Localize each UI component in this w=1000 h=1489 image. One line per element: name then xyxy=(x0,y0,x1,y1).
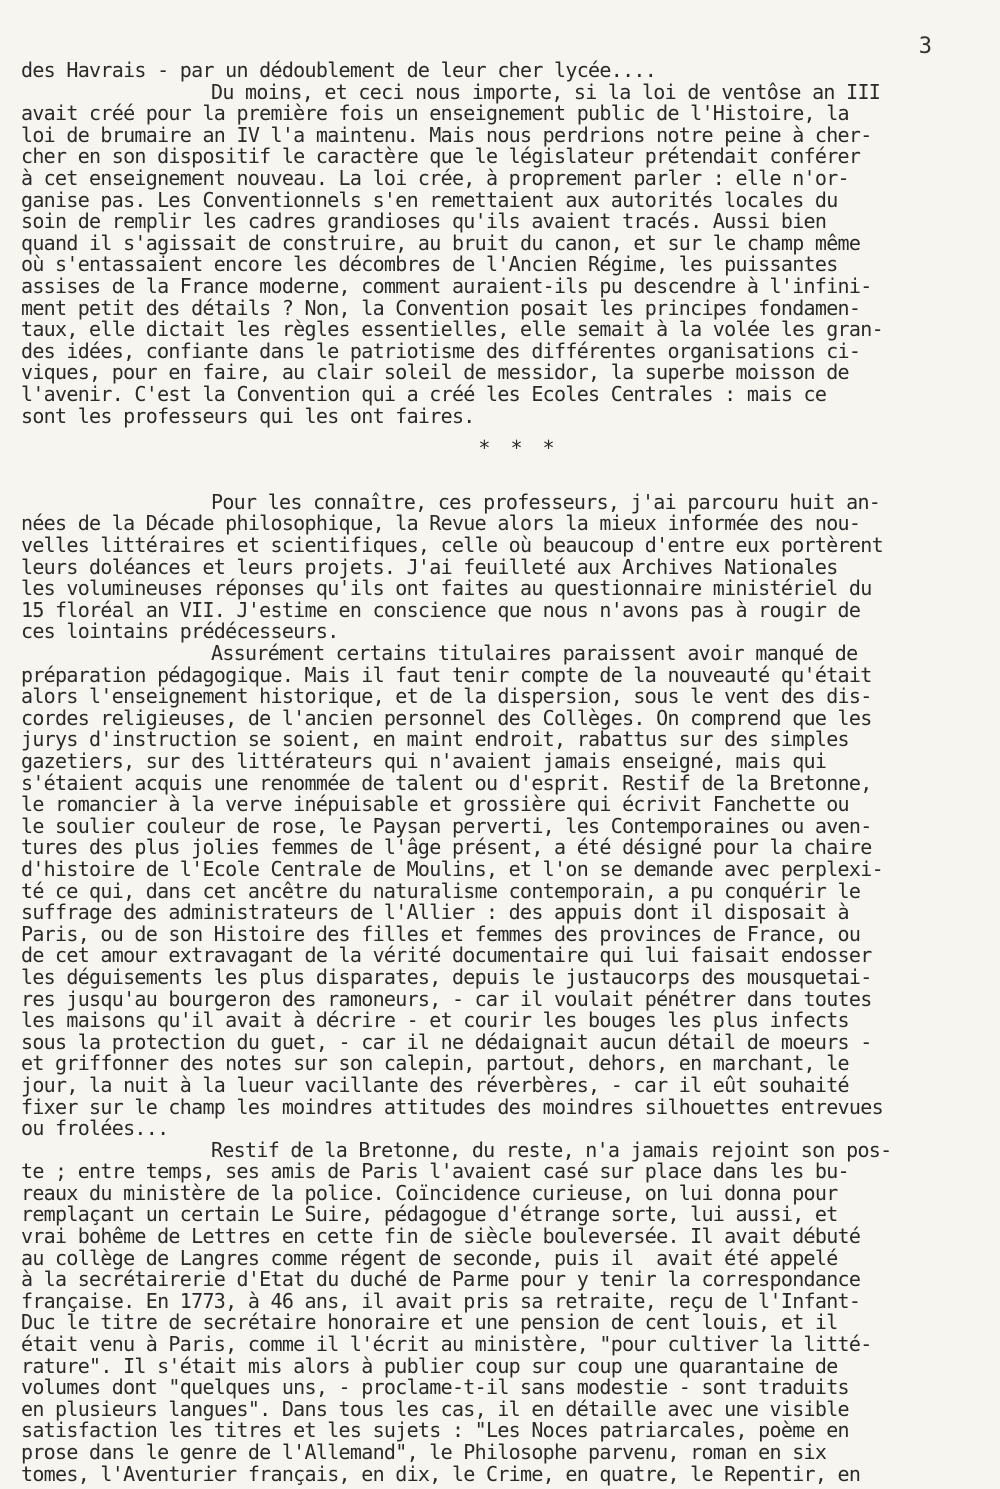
paragraph-block-1 xyxy=(21,60,986,427)
text-line: volumes dont "quelques uns, - proclame-t-il sans modestie - sont traduits xyxy=(21,1375,849,1400)
text-line: reaux du ministère de la police. Coïncidence curieuse, on lui donna pour xyxy=(21,1180,838,1205)
text-line: les déguisements les plus disparates, depuis le justaucorps des mousquetai- xyxy=(21,964,872,989)
text-line: Restif de la Bretonne, du reste, n'a jamais rejoint son pos- xyxy=(211,1137,892,1162)
text-line: soin de remplir les cadres grandioses qu'ils avaient tracés. Aussi bien xyxy=(21,209,827,234)
text-line: de cet amour extravagant de la vérité documentaire qui lui faisait endosser xyxy=(21,943,872,968)
text-line: Paris, ou de son Histoire des filles et femmes des provinces de France, ou xyxy=(21,921,861,946)
text-line: alors l'enseignement historique, et de la dispersion, sous le vent des dis- xyxy=(21,684,872,709)
text-line: tomes, l'Aventurier français, en dix, le Crime, en quatre, le Repentir, en xyxy=(21,1461,861,1486)
text-line: té ce qui, dans cet ancêtre du naturalisme contemporain, a pu conquérir le xyxy=(21,878,861,903)
text-line: sont les professeurs qui les ont faires. xyxy=(21,403,475,428)
text-line: le soulier couleur de rose, le Paysan perverti, les Contemporaines ou aven- xyxy=(21,813,872,838)
text-line: suffrage des administrateurs de l'Allier : des appuis dont il disposait à xyxy=(21,900,849,925)
text-line: à cet enseignement nouveau. La loi crée, à proprement parler : elle n'or- xyxy=(21,165,849,190)
text-line: les maisons qu'il avait à décrire - et courir les bouges les plus infects xyxy=(21,1008,849,1033)
text-line: loi de brumaire an IV l'a maintenu. Mais nous perdrions notre peine à cher- xyxy=(21,122,872,147)
text-line: ganise pas. Les Conventionnels s'en remettaient aux autorités locales du xyxy=(21,187,838,212)
text-line: d'histoire de l'Ecole Centrale de Moulins, et l'on se demande avec perplexi- xyxy=(21,856,883,881)
text-line: leurs doléances et leurs projets. J'ai feuilleté aux Archives Nationales xyxy=(21,554,838,579)
text-line: res jusqu'au bourgeron des ramoneurs, - car il voulait pénétrer dans toutes xyxy=(21,986,872,1011)
text-line: prose dans le genre de l'Allemand", le Philosophe parvenu, roman en six xyxy=(21,1440,827,1464)
text-line: gazetiers, sur des littérateurs qui n'avaient jamais enseigné, mais qui xyxy=(21,749,827,773)
text-line: tures des plus jolies femmes de l'âge présent, a été désigné pour la chaire xyxy=(21,835,872,860)
text-line: s'étaient acquis une renommée de talent ou d'esprit. Restif de la Bretonne, xyxy=(21,770,872,795)
text-line: Assurément certains titulaires paraissent avoir manqué de xyxy=(211,641,858,666)
text-line: le romancier à la verve inépuisable et grossière qui écrivit Fanchette ou xyxy=(21,792,849,817)
text-line: remplaçant un certain Le Suire, pédagogue d'étrange sorte, lui aussi, et xyxy=(21,1202,838,1227)
paragraph-block-2 xyxy=(21,470,986,1485)
text-line: ou frolées... xyxy=(21,1116,169,1141)
text-line: où s'entassaient encore les décombres de l'Ancien Régime, les puissantes xyxy=(21,252,838,277)
text-line: fixer sur le champ les moindres attitudes des moindres silhouettes entrevues xyxy=(21,1094,883,1119)
text-line: et griffonner des notes sur son calepin, partout, dehors, en marchant, le xyxy=(21,1051,849,1076)
section-separator: * * * xyxy=(478,436,559,461)
text-line: jour, la nuit à la lueur vacillante des réverbères, - car il eût souhaité xyxy=(21,1072,849,1097)
text-line: 15 floréal an VII. J'estime en conscience que nous n'avons pas à rougir de xyxy=(21,597,861,622)
text-line: taux, elle dictait les règles essentielles, elle semait à la volée les gran- xyxy=(21,317,883,342)
text-line: nées de la Décade philosophique, la Revue alors la mieux informée des nou- xyxy=(21,511,861,536)
text-line: préparation pédagogique. Mais il faut tenir compte de la nouveauté qu'était xyxy=(21,662,872,687)
text-line: des idées, confiante dans le patriotisme des différentes organisations ci- xyxy=(21,338,861,363)
text-line: avait créé pour la première fois un enseignement public de l'Histoire, la xyxy=(21,101,849,126)
text-line: des Havrais - par un dédoublement de leur cher lycée.... xyxy=(21,58,657,82)
text-line: rature". Il s'était mis alors à publier coup sur coup une quarantaine de xyxy=(21,1353,838,1378)
text-line: jurys d'instruction se soient, en maint endroit, rabattus sur des simples xyxy=(21,727,849,752)
text-line: assises de la France moderne, comment auraient-ils pu descendre à l'infini- xyxy=(21,273,872,298)
text-line: te ; entre temps, ses amis de Paris l'avaient casé sur place dans les bu- xyxy=(21,1159,849,1184)
text-line: cher en son dispositif le caractère que le législateur prétendait conférer xyxy=(21,144,861,169)
text-line: quand il s'agissait de construire, au bruit du canon, et sur le champ même xyxy=(21,230,861,255)
text-line xyxy=(21,470,986,492)
text-line: velles littéraires et scientifiques, celle où beaucoup d'entre eux portèrent xyxy=(21,533,883,558)
text-line: française. En 1773, à 46 ans, il avait pris sa retraite, reçu de l'Infant- xyxy=(21,1288,861,1313)
text-line: l'avenir. C'est la Convention qui a créé les Ecoles Centrales : mais ce xyxy=(21,381,827,406)
text-line: cordes religieuses, de l'ancien personnel des Collèges. On comprend que les xyxy=(21,705,872,730)
text-line: Du moins, et ceci nous importe, si la loi de ventôse an III xyxy=(211,79,881,104)
text-line: satisfaction les titres et les sujets : "Les Noces patriarcales, poème en xyxy=(21,1418,849,1443)
text-line: viques, pour en faire, au clair soleil de messidor, la superbe moisson de xyxy=(21,360,849,385)
text-line: ment petit des détails ? Non, la Convention posait les principes fondamen- xyxy=(21,295,861,320)
text-line: Duc le titre de secrétaire honoraire et une pension de cent louis, et il xyxy=(21,1310,838,1335)
text-line: sous la protection du guet, - car il ne dédaignait aucun détail de moeurs - xyxy=(21,1029,872,1054)
text-line: à la secrétairerie d'Etat du duché de Parme pour y tenir la correspondance xyxy=(21,1267,861,1292)
text-line: en plusieurs langues". Dans tous les cas, il en détaille avec une visible xyxy=(21,1396,849,1421)
text-line: était venu à Paris, comme il l'écrit au ministère, "pour cultiver la litté- xyxy=(21,1332,872,1357)
text-line: Pour les connaître, ces professeurs, j'ai parcouru huit an- xyxy=(211,489,881,514)
page-text xyxy=(21,60,986,1485)
text-line: vrai bohême de Lettres en cette fin de siècle bouleversée. Il avait débuté xyxy=(21,1224,861,1249)
text-line: au collège de Langres comme régent de seconde, puis il avait été appelé xyxy=(21,1245,838,1270)
text-line: les volumineuses réponses qu'ils ont faites au questionnaire ministériel du xyxy=(21,576,872,601)
text-line: ces lointains prédécesseurs. xyxy=(21,619,339,644)
page-number: 3 xyxy=(918,34,932,59)
